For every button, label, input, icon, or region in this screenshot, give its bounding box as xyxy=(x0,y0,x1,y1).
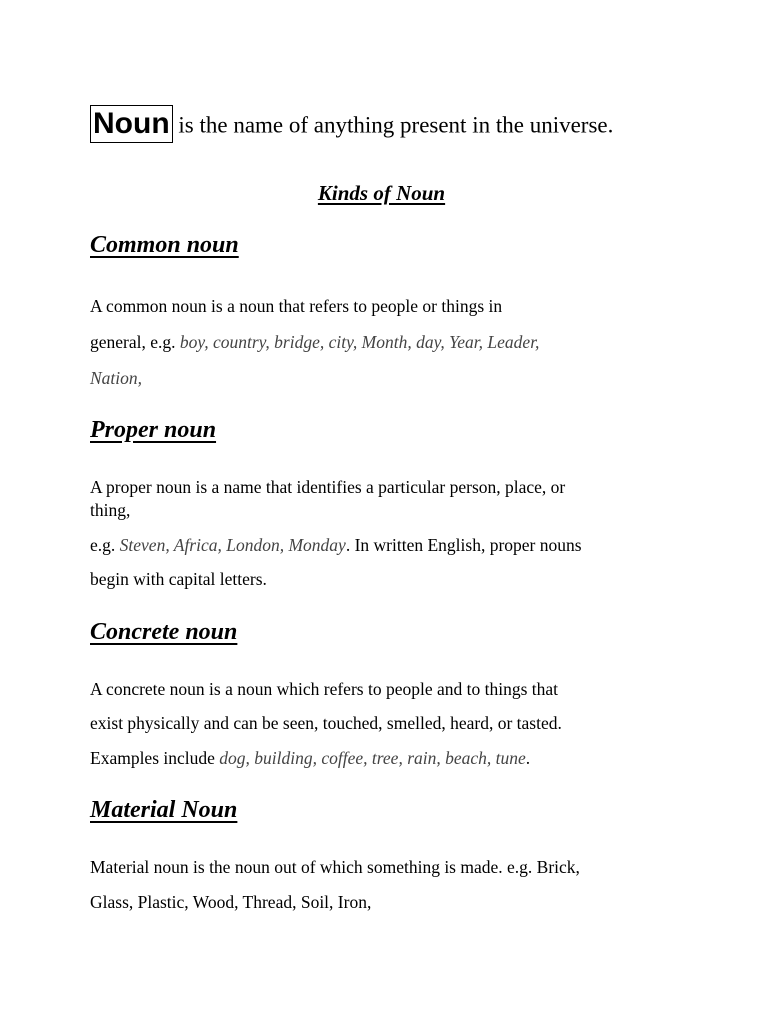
material-noun-line-2: Glass, Plastic, Wood, Thread, Soil, Iron, xyxy=(90,892,372,912)
proper-noun-line-3: e.g. Steven, Africa, London, Monday. In written English, proper nouns xyxy=(90,535,582,555)
heading-common-noun: Common noun xyxy=(90,232,239,258)
proper-noun-line-2: thing, xyxy=(90,500,131,520)
material-noun-line-1: Material noun is the noun out of which something is made. e.g. Brick, xyxy=(90,857,580,877)
heading-material-noun: Material Noun xyxy=(90,797,238,823)
concrete-noun-examples: dog, building, coffee, tree, rain, beach, tune xyxy=(219,748,526,768)
intro-definition: is the name of anything present in the universe. xyxy=(178,112,614,138)
heading-concrete-noun: Concrete noun xyxy=(90,619,238,645)
proper-noun-examples: Steven, Africa, London, Monday xyxy=(119,535,346,555)
concrete-noun-line-1: A concrete noun is a noun which refers to people and to things that xyxy=(90,679,559,699)
proper-noun-line-4: begin with capital letters. xyxy=(90,569,267,589)
common-noun-line-3 xyxy=(90,367,142,389)
intro-sentence xyxy=(90,104,613,146)
kinds-of-noun-title: Kinds of Noun xyxy=(317,181,446,205)
proper-noun-line-1: A proper noun is a name that identifies a particular person, place, or xyxy=(90,477,566,497)
common-noun-line-2: general, e.g. boy, country, bridge, city, Month, day, Year, Leader, xyxy=(90,332,540,352)
common-noun-examples: boy, country, bridge, city, Month, day, Year, Leader, xyxy=(179,332,540,352)
common-noun-examples-cont: Nation, xyxy=(90,368,143,388)
intro-term-box: Noun xyxy=(90,105,173,143)
common-noun-line-1: A common noun is a noun that refers to people or things in xyxy=(90,296,503,316)
concrete-noun-line-3: Examples include dog, building, coffee, tree, rain, beach, tune. xyxy=(90,748,531,768)
concrete-noun-line-2: exist physically and can be seen, touched, smelled, heard, or tasted. xyxy=(90,713,562,733)
heading-proper-noun: Proper noun xyxy=(90,417,217,443)
